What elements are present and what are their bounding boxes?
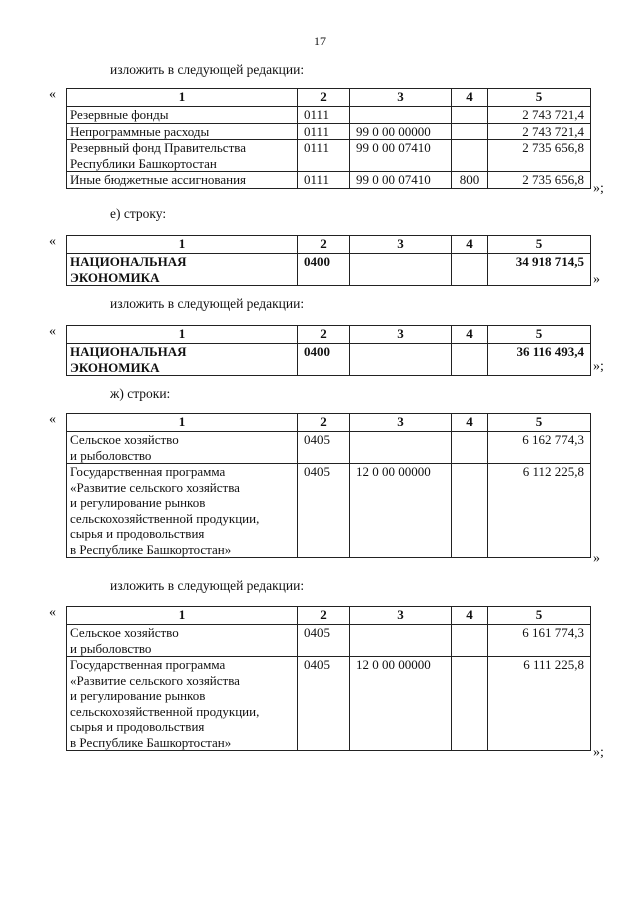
close-quote: »; bbox=[593, 181, 604, 196]
table-cell: 6 111 225,8 bbox=[488, 657, 591, 751]
open-quote: « bbox=[49, 324, 56, 339]
table-cell bbox=[350, 254, 452, 286]
table-cell bbox=[452, 625, 488, 657]
table-cell bbox=[452, 657, 488, 751]
table-cell: 99 0 00 07410 bbox=[350, 140, 452, 172]
table-cell bbox=[350, 625, 452, 657]
budget-table bbox=[66, 235, 591, 286]
budget-table bbox=[66, 413, 591, 558]
table-cell: 2 743 721,4 bbox=[488, 107, 591, 124]
column-header: 1 bbox=[67, 607, 298, 625]
table-cell: 12 0 00 00000 bbox=[350, 464, 452, 558]
table-cell: 12 0 00 00000 bbox=[350, 657, 452, 751]
instruction-text: изложить в следующей редакции: bbox=[110, 296, 305, 311]
open-quote: « bbox=[49, 605, 56, 620]
column-header: 4 bbox=[452, 236, 488, 254]
table-cell: Резервные фонды bbox=[67, 107, 298, 124]
column-header: 4 bbox=[452, 607, 488, 625]
table-row bbox=[67, 172, 591, 189]
table-cell: 99 0 00 00000 bbox=[350, 123, 452, 140]
column-header: 3 bbox=[350, 236, 452, 254]
table-cell: Государственная программа «Развитие сельского хозяйства и регулирование рынков сельскохозяйственной продукции, сырья и продовольствия в Республике Башкортостан» bbox=[67, 464, 298, 558]
table-row bbox=[67, 140, 591, 172]
instruction-text: е) строку: bbox=[110, 206, 167, 221]
instruction-text: изложить в следующей редакции: bbox=[110, 62, 305, 77]
column-header: 2 bbox=[298, 89, 350, 107]
table-cell: 2 735 656,8 bbox=[488, 140, 591, 172]
column-header: 4 bbox=[452, 326, 488, 344]
table-cell bbox=[452, 344, 488, 376]
table-row bbox=[67, 432, 591, 464]
column-header: 5 bbox=[488, 89, 591, 107]
table-cell: НАЦИОНАЛЬНАЯ ЭКОНОМИКА bbox=[67, 344, 298, 376]
table-cell: 0405 bbox=[298, 464, 350, 558]
table-cell bbox=[350, 107, 452, 124]
table-cell: 99 0 00 07410 bbox=[350, 172, 452, 189]
instruction-text: изложить в следующей редакции: bbox=[110, 578, 305, 593]
table-row bbox=[67, 657, 591, 751]
table-cell: 6 161 774,3 bbox=[488, 625, 591, 657]
column-header: 3 bbox=[350, 326, 452, 344]
column-header: 2 bbox=[298, 607, 350, 625]
table-cell: 6 112 225,8 bbox=[488, 464, 591, 558]
table-row bbox=[67, 123, 591, 140]
open-quote: « bbox=[49, 234, 56, 249]
close-quote: » bbox=[593, 272, 600, 287]
table-cell: 34 918 714,5 bbox=[488, 254, 591, 286]
table-cell: Непрограммные расходы bbox=[67, 123, 298, 140]
table-cell bbox=[452, 107, 488, 124]
table-cell: Сельское хозяйство и рыболовство bbox=[67, 625, 298, 657]
table-cell bbox=[452, 140, 488, 172]
open-quote: « bbox=[49, 412, 56, 427]
table-row bbox=[67, 625, 591, 657]
column-header: 1 bbox=[67, 89, 298, 107]
table-cell: НАЦИОНАЛЬНАЯ ЭКОНОМИКА bbox=[67, 254, 298, 286]
table-cell bbox=[350, 344, 452, 376]
instruction-text: ж) строки: bbox=[110, 386, 171, 401]
table-cell: Государственная программа «Развитие сельского хозяйства и регулирование рынков сельскохозяйственной продукции, сырья и продовольствия в Республике Башкортостан» bbox=[67, 657, 298, 751]
column-header: 5 bbox=[488, 236, 591, 254]
table-cell bbox=[452, 254, 488, 286]
column-header: 4 bbox=[452, 414, 488, 432]
column-header: 3 bbox=[350, 89, 452, 107]
table-header-row bbox=[67, 607, 591, 625]
table-cell: 0405 bbox=[298, 657, 350, 751]
table-cell: 2 735 656,8 bbox=[488, 172, 591, 189]
column-header: 2 bbox=[298, 326, 350, 344]
close-quote: » bbox=[593, 551, 600, 566]
budget-table bbox=[66, 606, 591, 751]
table-cell: Иные бюджетные ассигнования bbox=[67, 172, 298, 189]
column-header: 4 bbox=[452, 89, 488, 107]
table-cell bbox=[452, 123, 488, 140]
budget-table bbox=[66, 88, 591, 189]
table-row bbox=[67, 254, 591, 286]
table-cell: 0111 bbox=[298, 140, 350, 172]
table-cell: 0400 bbox=[298, 254, 350, 286]
table-cell: 0111 bbox=[298, 123, 350, 140]
table-cell: Резервный фонд Правительства Республики Башкортостан bbox=[67, 140, 298, 172]
table-cell: 6 162 774,3 bbox=[488, 432, 591, 464]
table-cell: 800 bbox=[452, 172, 488, 189]
column-header: 1 bbox=[67, 236, 298, 254]
column-header: 5 bbox=[488, 414, 591, 432]
table-cell: 2 743 721,4 bbox=[488, 123, 591, 140]
column-header: 1 bbox=[67, 414, 298, 432]
table-row bbox=[67, 344, 591, 376]
table-cell bbox=[350, 432, 452, 464]
column-header: 2 bbox=[298, 414, 350, 432]
table-header-row bbox=[67, 414, 591, 432]
column-header: 1 bbox=[67, 326, 298, 344]
table-row bbox=[67, 107, 591, 124]
table-cell bbox=[452, 464, 488, 558]
table-row bbox=[67, 464, 591, 558]
table-cell: 0400 bbox=[298, 344, 350, 376]
open-quote: « bbox=[49, 87, 56, 102]
table-header-row bbox=[67, 89, 591, 107]
table-cell bbox=[452, 432, 488, 464]
table-cell: 0111 bbox=[298, 107, 350, 124]
table-cell: 36 116 493,4 bbox=[488, 344, 591, 376]
table-header-row bbox=[67, 236, 591, 254]
column-header: 2 bbox=[298, 236, 350, 254]
table-cell: 0111 bbox=[298, 172, 350, 189]
budget-table bbox=[66, 325, 591, 376]
table-cell: Сельское хозяйство и рыболовство bbox=[67, 432, 298, 464]
column-header: 5 bbox=[488, 326, 591, 344]
table-cell: 0405 bbox=[298, 625, 350, 657]
close-quote: »; bbox=[593, 359, 604, 374]
page-number: 17 bbox=[314, 34, 326, 48]
column-header: 5 bbox=[488, 607, 591, 625]
column-header: 3 bbox=[350, 414, 452, 432]
column-header: 3 bbox=[350, 607, 452, 625]
table-cell: 0405 bbox=[298, 432, 350, 464]
table-header-row bbox=[67, 326, 591, 344]
close-quote: »; bbox=[593, 745, 604, 760]
